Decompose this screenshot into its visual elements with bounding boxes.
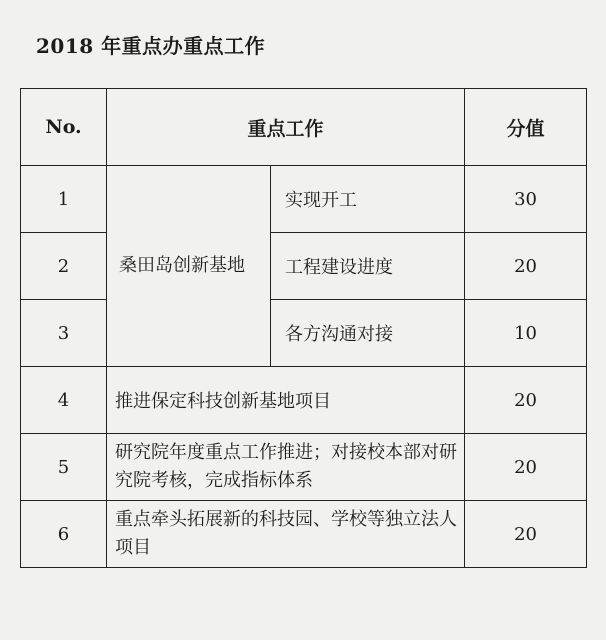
row-no: 1 [21, 166, 107, 233]
score-cell: 20 [465, 233, 587, 300]
header-no: No. [21, 89, 107, 166]
table-row [21, 434, 587, 501]
table-row [21, 233, 587, 300]
score-cell: 30 [465, 166, 587, 233]
row-no: 3 [21, 300, 107, 367]
row-no: 2 [21, 233, 107, 300]
score-cell: 20 [465, 501, 587, 568]
table-row [21, 501, 587, 568]
document-title: 2018 年重点办重点工作 [36, 34, 266, 58]
row-no: 6 [21, 501, 107, 568]
table-row [21, 166, 587, 233]
header-score: 分值 [465, 89, 587, 166]
score-cell: 20 [465, 434, 587, 501]
row-no: 5 [21, 434, 107, 501]
table-header-row [21, 89, 587, 166]
table-row [21, 367, 587, 434]
subtask-cell: 各方沟通对接 [271, 300, 465, 367]
subtask-cell: 实现开工 [271, 166, 465, 233]
project-group-label: 桑田岛创新基地 [107, 166, 271, 367]
work-cell: 重点牵头拓展新的科技园、学校等独立法人项目 [107, 501, 465, 568]
score-cell: 20 [465, 367, 587, 434]
header-work: 重点工作 [107, 89, 465, 166]
table-row [21, 300, 587, 367]
row-no: 4 [21, 367, 107, 434]
subtask-cell: 工程建设进度 [271, 233, 465, 300]
work-cell: 研究院年度重点工作推进；对接校本部对研究院考核，完成指标体系 [107, 434, 465, 501]
work-cell: 推进保定科技创新基地项目 [107, 367, 465, 434]
key-work-table [20, 88, 587, 568]
score-cell: 10 [465, 300, 587, 367]
